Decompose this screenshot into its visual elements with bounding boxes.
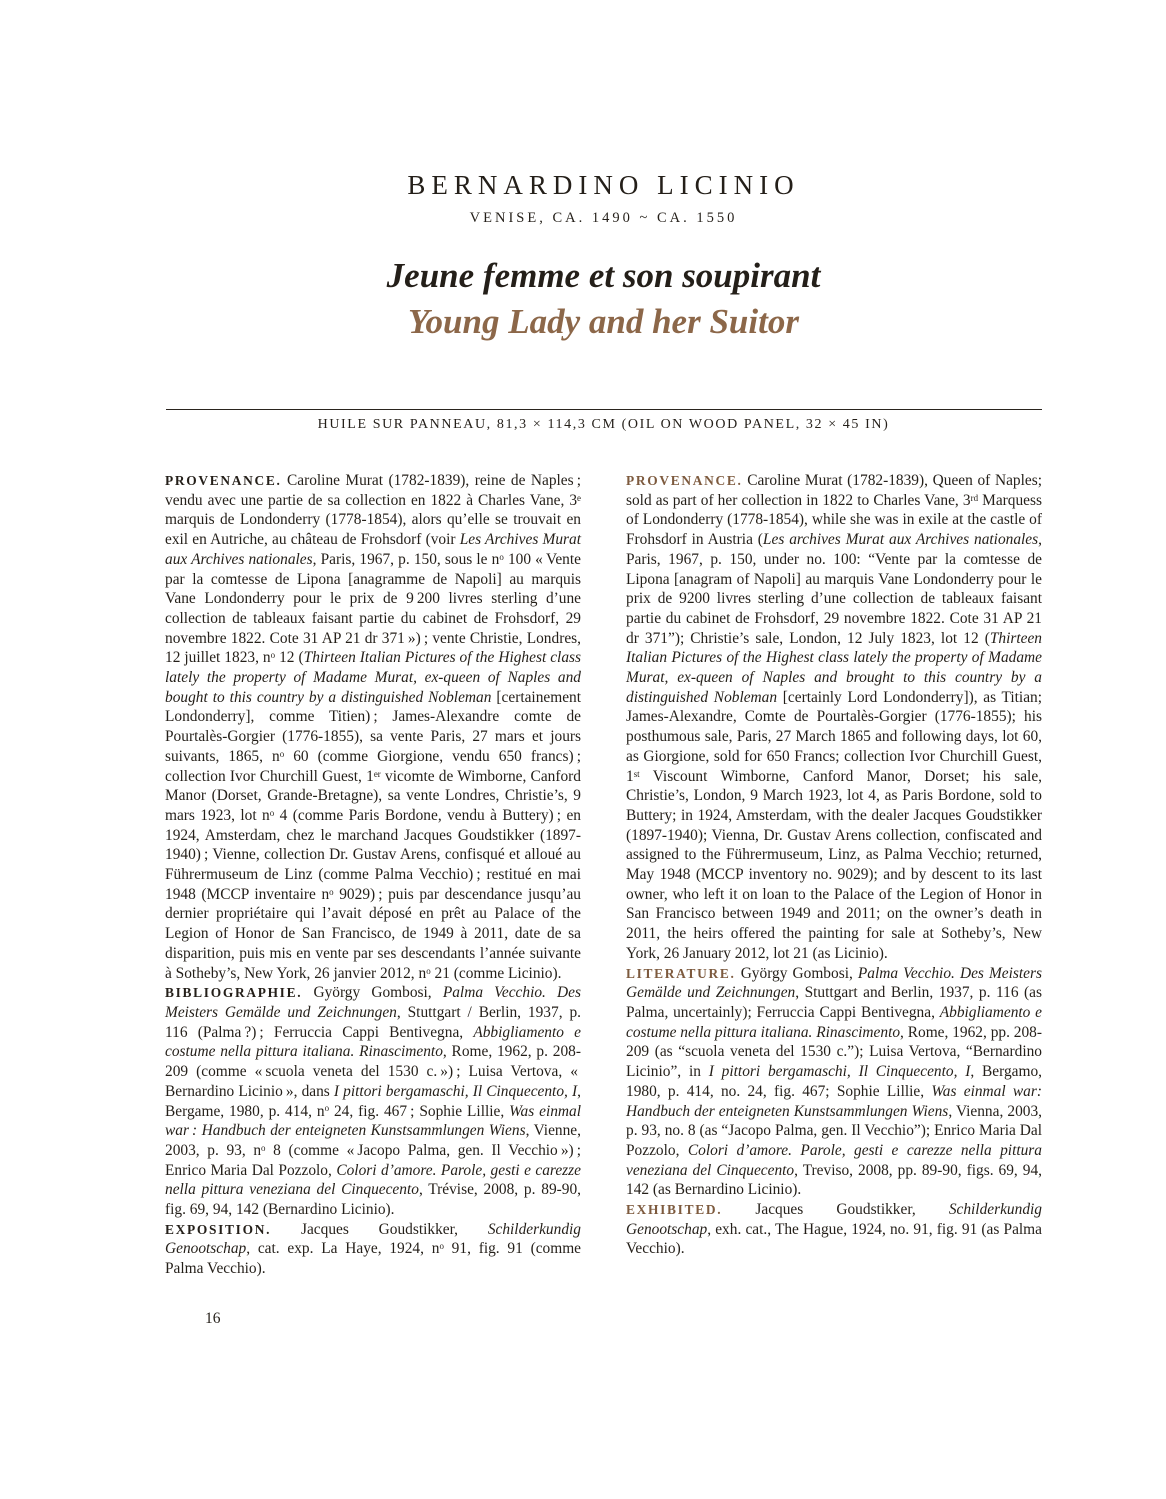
section-label-exposition-fr: EXPOSITION. bbox=[165, 1221, 272, 1237]
artist-name: BERNARDINO LICINIO bbox=[407, 170, 800, 200]
work-title-english: Young Lady and her Suitor bbox=[408, 302, 799, 341]
section-label-bibliographie-fr: BIBLIOGRAPHIE. bbox=[165, 985, 303, 1001]
artist-dates: VENISE, CA. 1490 ~ CA. 1550 bbox=[469, 210, 738, 226]
work-titles bbox=[165, 253, 1042, 345]
section-exhibited-en bbox=[626, 1200, 1042, 1259]
work-title-french: Jeune femme et son soupirant bbox=[386, 256, 821, 295]
section-text-exposition-fr: Jacques Goudstikker, Schilderkundig Genootschap, cat. exp. La Haye, 1924, $n^o$ 91, fig. 91 (comme Palma Vecchio). bbox=[165, 1220, 581, 1278]
medium-dimensions-line: HUILE SUR PANNEAU, 81,3 × 114,3 CM (OIL ON WOOD PANEL, 32 × 45 IN) bbox=[317, 417, 890, 432]
section-label-literature-en: LITERATURE. bbox=[626, 965, 736, 981]
section-text-literature-en: György Gombosi, Palma Vecchio. Des Meisters Gemälde und Zeichnungen, Stuttgart and Berlin, 1937, p. 116 (as Palma, uncertainly); Ferruccia Cappi Bentivegna, Abbigliamento e costume nella pittura italiana. Rinascimento, Rome, 1962, pp. 208-209 (as “scuola veneta del 1530 c.”); Luisa Vertova, “Bernardino Licinio”, in I pittori bergamaschi, Il Cinquecento, I, Bergamo, 1980, p. 414, no. 24, fig. 467; Sophie Lillie, Was einmal war: Handbuch der enteigneten Kunstsammlungen Wiens, Vienna, 2003, p. 93, no. 8 (as “Jacopo Palma, gen. Il Vecchio”); Enrico Maria Dal Pozzolo, Colori d’amore. Parole, gesti e carezze nella pittura veneziana del Cinquecento, Treviso, 2008, pp. 89-90, figs. 69, 94, 142 (as Bernardino Licinio). bbox=[626, 964, 1043, 1199]
catalog-text-columns bbox=[165, 471, 1042, 1279]
entry-header bbox=[165, 170, 1042, 345]
section-exposition-fr bbox=[165, 1220, 581, 1279]
section-provenance-en bbox=[626, 471, 1042, 964]
column-english bbox=[626, 471, 1042, 1279]
page-number: 16 bbox=[205, 1310, 221, 1327]
section-label-provenance-en: PROVENANCE. bbox=[626, 473, 743, 488]
section-provenance-fr bbox=[165, 471, 581, 983]
section-text-provenance-fr: Caroline Murat (1782-1839), reine de Naples ; vendu avec une partie de sa collection en 1822 à Charles Vane, 3e marquis de Londonderry (1778-1854), alors qu’elle se trouvait en exil en Autriche, au château de Frohsdorf (voir Les Archives Murat aux Archives nationales, Paris, 1967, p. 150, sous le $n^o$ 100 « Vente par la comtesse de Lipona [anagramme de Napoli] au marquis Vane Londonderry pour le prix de 9 200 livres sterling d’une collection de tableaux faisant partie du cabinet de Frohsdorf, 29 novembre 1822. Cote 31 AP 21 dr 371 ») ; vente Christie, Londres, 12 juillet 1823, $n^o$ 12 (Thirteen Italian Pictures of the Highest class lately the property of Madame Murat, ex-queen of Naples and bought to this country by a distinguished Nobleman [certainement Londonderry], comme Titien) ; James-Alexandre comte de Pourtalès-Gorgier (1776-1855), sa vente Paris, 27 mars et jours suivants, 1865, $n^o$ 60 (comme Giorgione, vendu 650 francs) ; collection Ivor Churchill Guest, 1er vicomte de Wimborne, Canford Manor (Dorset, Grande-Bretagne), sa vente Londres, Christie’s, 9 mars 1923, lot $n^o$ 4 (comme Paris Bordone, vendu à Buttery) ; en 1924, Amsterdam, chez le marchand Jacques Goudstikker (1897-1940) ; Vienne, collection Dr. Gustav Arens, confisqué et alloué au Führermuseum de Linz (comme Palma Vecchio) ; restitué en mai 1948 (MCCP inventaire $n^o$ 9029) ; puis par descendance jusqu’au dernier propriétaire qui l’avait déposé en prêt au Palace of the Legion of Honor de San Francisco, de 1949 à 2011, date de sa disparition, puis mis en vente par ses descendants l’année suivante à Sotheby’s, New York, 26 janvier 2012, $n^o$ 21 (comme Licinio). bbox=[165, 472, 581, 982]
divider-rule bbox=[166, 409, 1042, 410]
section-text-provenance-en: Caroline Murat (1782-1839), Queen of Naples; sold as part of her collection in 1822 to Charles Vane, 3rd Marquess of Londonderry (1778-1854), while she was in exile at the castle of Frohsdorf in Austria (Les archives Murat aux Archives nationales, Paris, 1967, p. 150, under no. 100: “Vente par la comtesse de Lipona [anagram of Napoli] au marquis Vane Londonderry pour le prix de 9200 livres sterling d’une collection de tableaux faisant partie du cabinet de Frohsdorf, 29 novembre 1822. Cote 31 AP 21 dr 371”); Christie’s sale, London, 12 July 1823, lot 12 (Thirteen Italian Pictures of the Highest class lately the property of Madame Murat, ex-queen of Naples and brought to this country by a distinguished Nobleman [certainly Lord Londonderry]), as Titian; James-Alexandre, Comte de Pourtalès-Gorgier (1776-1855); his posthumous sale, Paris, 27 March 1865 and following days, lot 60, as Giorgione, sold for 650 Francs; collection Ivor Churchill Guest, 1st Viscount Wimborne, Canford Manor, Dorset; his sale, Christie’s, London, 9 March 1923, lot 4, as Paris Bordone, sold to Buttery; in 1924, Amsterdam, with the dealer Jacques Goudstikker (1897-1940); Vienna, Dr. Gustav Arens collection, confiscated and assigned to the Führermuseum, Linz, as Palma Vecchio; returned, May 1948 (MCCP inventory no. 9029); and by descent to its last owner, who left it on loan to the Palace of the Legion of Honor in San Francisco between 1949 and 2011; on the owner’s death in 2011, the heirs offered the painting for sale at Sotheby’s, New York, 26 January 2012, lot 21 (as Licinio). bbox=[626, 472, 1042, 962]
section-literature-en bbox=[626, 964, 1042, 1200]
section-label-provenance-fr: PROVENANCE. bbox=[165, 473, 282, 488]
section-text-bibliographie-fr: György Gombosi, Palma Vecchio. Des Meisters Gemälde und Zeichnungen, Stuttgart / Berlin, 1937, p. 116 (Palma ?) ; Ferruccia Cappi Bentivegna, Abbigliamento e costume nella pittura italiana. Rinascimento, Rome, 1962, p. 208-209 (comme « scuola veneta del 1530 c. ») ; Luisa Vertova, « Bernardino Licinio », dans I pittori bergamaschi, Il Cinquecento, I, Bergame, 1980, p. 414, $n^o$ 24, fig. 467 ; Sophie Lillie, Was einmal war : Handbuch der enteigneten Kunstsammlungen Wiens, Vienne, 2003, p. 93, $n^o$ 8 (comme « Jacopo Palma, gen. Il Vecchio ») ; Enrico Maria Dal Pozzolo, Colori d’amore. Parole, gesti e carezze nella pittura veneziana del Cinquecento, Trévise, 2008, p. 89-90, fig. 69, 94, 142 (Bernardino Licinio). bbox=[165, 984, 582, 1219]
section-label-exhibited-en: EXHIBITED. bbox=[626, 1202, 723, 1218]
section-bibliographie-fr bbox=[165, 983, 581, 1219]
section-text-exhibited-en: Jacques Goudstikker, Schilderkundig Genootschap, exh. cat., The Hague, 1924, no. 91, fig. 91 (as Palma Vecchio). bbox=[626, 1201, 1042, 1258]
column-french bbox=[165, 471, 581, 1279]
